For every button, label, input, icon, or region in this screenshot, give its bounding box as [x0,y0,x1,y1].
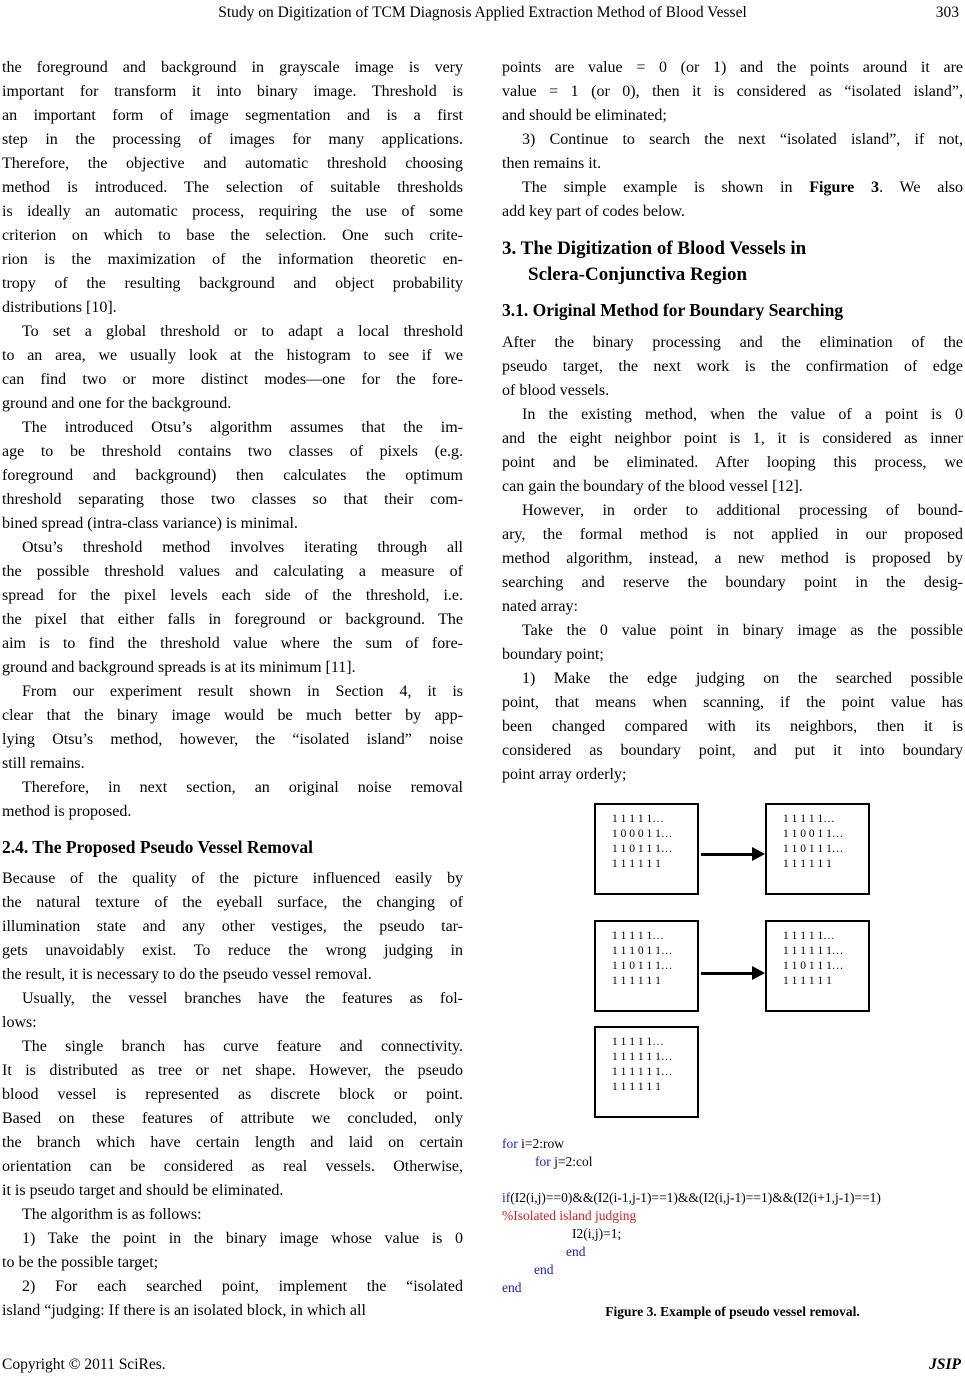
text-line: the foreground and background in grayscale image is very [2,59,463,76]
code-line [502,1189,963,1207]
text-line: been changed compared with its neighbors, then it is [502,718,963,735]
text-line: 3) Continue to search the next “isolated island”, if not, [522,131,963,148]
text-line: blood vessel is represented as discrete block or point. [2,1086,463,1103]
footer-copyright: Copyright © 2011 SciRes. [2,1356,166,1373]
text-line: it is pseudo target and should be eliminated. [2,1182,284,1199]
text-line: From our experiment result shown in Section 4, it is [22,683,463,700]
code-line [502,1171,963,1189]
matrix-row: 1 1 1 1 1 1 [783,858,832,870]
text-line: spread for the pixel levels each side of the threshold, i.e. [2,587,463,604]
paragraph [2,536,463,680]
text-line: ary, the formal method is not applied in our proposed [502,526,963,543]
text-line: clear that the binary image would be much better by app- [2,707,463,724]
text-line: point and be eliminated. After looping this process, we [502,454,963,471]
arrow-head [752,966,765,980]
matrix-values [767,922,868,989]
text-line: The algorithm is as follows: [22,1206,202,1223]
matrix-box [765,920,870,1012]
text-line: the pixel that either falls in foreground or background. The [2,611,463,628]
matrix-row: 1 1 1 1 1… [783,813,835,825]
paragraph [502,331,963,403]
text-line: Therefore, in next section, an original noise removal [22,779,463,796]
text-line: and should be eliminated; [502,107,667,124]
text-line: threshold separating those two classes so that their com- [2,491,463,508]
paragraph [2,416,463,536]
text-line: nated array: [502,598,578,615]
text-line: method is introduced. The selection of suitable thresholds [2,179,463,196]
text-line: to an area, we usually look at the histogram to see if we [2,347,463,364]
heading-line: Sclera-Conjunctiva Region [528,264,748,285]
matrix-row: 1 1 1 1 1… [783,930,835,942]
code-keyword: for [502,1136,518,1151]
text-line: The introduced Otsu’s algorithm assumes that the im- [22,419,463,436]
paragraph [2,776,463,824]
paragraph [502,403,963,499]
code-text: (I2(i,j)==0)&&(I2(i-1,j-1)==1)&&(I2(i,j-1)==1)&&(I2(i+1,j-1)==1) [510,1190,881,1205]
paragraph [2,680,463,776]
text-line: Therefore, the objective and automatic threshold choosing [2,155,463,172]
text-line: points are value = 0 (or 1) and the points around it are [502,59,963,76]
code-keyword: end [566,1244,586,1259]
text-line: the natural texture of the eyeball surface, the changing of [2,894,463,911]
right-arrow-icon [701,847,765,861]
text-line: method is proposed. [2,803,132,820]
matrix-row: 1 0 0 0 1 1… [612,828,673,840]
matrix-values [767,805,868,872]
text-line: can find two or more distinct modes—one for the fore- [2,371,463,388]
text-line: important for transform it into binary image. Threshold is [2,83,463,100]
right-column [502,56,963,1320]
text-line: island “judging: If there is an isolated block, in which all [2,1302,366,1319]
text-line: bined spread (intra-class variance) is minimal. [2,515,298,532]
text-line: the branch which have certain length and laid on certain [2,1134,463,1151]
text-line: In the existing method, when the value of a point is 0 [522,406,963,423]
text-line: value = 1 (or 0), then it is considered as “isolated island”, [502,83,963,100]
text-line: aim is to find the threshold value where the sum of fore- [2,635,463,652]
text-line: lying Otsu’s method, however, the “isolated island” noise [2,731,463,748]
paragraph [2,320,463,416]
matrix-values [596,922,697,989]
paragraph [502,128,963,176]
text-line: orientation can be considered as real vessels. Otherwise, [2,1158,463,1175]
code-line [502,1243,963,1261]
text-line: gets unavoidably exist. To reduce the wrong judging in [2,942,463,959]
text-line: considered as boundary point, and put it into boundary [502,742,963,759]
text-line: tropy of the resulting background and object probability [2,275,463,292]
text-line: method algorithm, instead, a new method is proposed by [502,550,963,567]
text-line: The single branch has curve feature and connectivity. [22,1038,463,1055]
code-line [502,1279,963,1297]
text-line: add key part of codes below. [502,203,685,220]
code-keyword: end [534,1262,554,1277]
paragraph [2,1275,463,1323]
text-line: Take the 0 value point in binary image as the possible [522,622,963,639]
paragraph [502,499,963,619]
text-line: To set a global threshold or to adapt a local threshold [22,323,463,340]
text-line: then remains it. [502,155,602,172]
left-column [2,56,463,1323]
section-heading [2,835,463,860]
code-comment: %Isolated island judging [502,1208,637,1223]
text-line: 1) Make the edge judging on the searched possible [522,670,963,687]
paragraph [2,867,463,987]
arrow-shaft [701,853,753,856]
code-text: j=2:col [550,1154,593,1169]
paragraph [2,56,463,320]
text-line: 1) Take the point in the binary image whose value is 0 [22,1230,463,1247]
text-line: still remains. [2,755,85,772]
text-line: point, that means when scanning, if the point value has [502,694,963,711]
matrix-row: 1 1 1 1 1 1 [783,975,832,987]
text-line: Usually, the vessel branches have the features as fol- [22,990,463,1007]
section-heading [502,236,963,288]
text-line: 2) For each searched point, implement the “isolated [22,1278,463,1295]
text-line: lows: [2,1014,37,1031]
matrix-row: 1 1 1 1 1 1… [783,945,844,957]
text-line: boundary point; [502,646,604,663]
matrix-box [765,803,870,895]
text-line: ground and one for the background. [2,395,232,412]
page-header-title: Study on Digitization of TCM Diagnosis Applied Extraction Method of Blood Vessel [218,4,747,21]
matrix-row: 1 1 0 1 1 1… [783,960,844,972]
arrow-head [752,847,765,861]
paragraph [2,987,463,1035]
text-line: distributions [10]. [2,299,117,316]
text-line: criterion on which to base the selection. One such crite- [2,227,463,244]
text-line: of blood vessels. [502,382,610,399]
matrix-values [596,1028,697,1095]
code-keyword: for [535,1154,551,1169]
code-keyword: if [502,1190,511,1205]
paragraph [2,1035,463,1203]
page-number: 303 [935,4,959,21]
matrix-row: 1 1 1 1 1… [612,1036,664,1048]
text-line: to be the possible target; [2,1254,159,1271]
text-line: searching and reserve the boundary point in the desig- [502,574,963,591]
text-line: pseudo target, the next work is the confirmation of edge [502,358,963,375]
text-line: rion is the maximization of the information theoretic en- [2,251,463,268]
bold-text: Figure 3 [809,179,880,196]
text-line [502,176,963,200]
right-arrow-icon [701,966,765,980]
text-line: and the eight neighbor point is 1, it is considered as inner [502,430,963,447]
paragraph [502,667,963,787]
matrix-row: 1 1 1 1 1 1 [612,1081,661,1093]
matrix-row: 1 1 0 1 1 1… [612,843,673,855]
section-heading [502,298,963,323]
arrow-shaft [701,972,753,975]
code-keyword: end [502,1280,522,1295]
matrix-row: 1 1 0 0 1 1… [783,828,844,840]
heading-line: 3. The Digitization of Blood Vessels in [502,238,807,259]
text-line: It is distributed as tree or net shape. However, the pseudo [2,1062,463,1079]
matrix-row: 1 1 0 1 1 1… [783,843,844,855]
text-segment: The simple example is shown in [522,179,810,196]
code-line [502,1153,963,1171]
paragraph [502,176,963,224]
matrix-row: 1 1 1 1 1 1 [612,975,661,987]
text-line: an important form of image segmentation and is a first [2,107,463,124]
matrix-row: 1 1 1 1 1… [612,930,664,942]
text-line: age to be threshold contains two classes of pixels (e.g. [2,443,463,460]
text-line: After the binary processing and the elimination of the [502,334,963,351]
paragraph [2,1227,463,1275]
paragraph [2,1203,463,1227]
matrix-box [594,803,699,895]
text-line: However, in order to additional processing of bound- [522,502,963,519]
text-line: Otsu’s threshold method involves iterating through all [22,539,463,556]
paragraph [502,619,963,667]
code-text: I2(i,j)=1; [572,1226,622,1241]
code-line [502,1225,963,1243]
text-line: illumination state and any other vestiges, the pseudo tar- [2,918,463,935]
text-line: the possible threshold values and calculating a measure of [2,563,463,580]
matrix-row: 1 1 1 1 1 1… [612,1066,673,1078]
text-line: Based on these features of attribute we concluded, only [2,1110,463,1127]
code-line [502,1135,963,1153]
text-line: the result, it is necessary to do the pseudo vessel removal. [2,966,372,983]
matrix-row: 1 1 0 1 1 1… [612,960,673,972]
code-line [502,1261,963,1279]
matrix-row: 1 1 1 1 1 1 [612,858,661,870]
text-line: foreground and background) then calculates the optimum [2,467,463,484]
text-line: step in the processing of images for many applications. [2,131,463,148]
heading-line: 3.1. Original Method for Boundary Searching [502,300,844,320]
footer-journal-abbrev: JSIP [929,1356,961,1373]
figure-caption: Figure 3. Example of pseudo vessel removal. [605,1304,860,1319]
matrix-row: 1 1 1 1 1 1… [612,1051,673,1063]
text-line: ground and background spreads is at its minimum [11]. [2,659,356,676]
paragraph [502,56,963,128]
text-segment: . We also [879,179,964,196]
text-line: can gain the boundary of the blood vessel [12]. [502,478,803,495]
matrix-box [594,1026,699,1118]
matrix-row: 1 1 1 0 1 1… [612,945,673,957]
matrix-row: 1 1 1 1 1… [612,813,664,825]
matrix-box [594,920,699,1012]
heading-line: 2.4. The Proposed Pseudo Vessel Removal [2,837,313,857]
code-line [502,1207,963,1225]
text-line: Because of the quality of the picture influenced easily by [2,870,463,887]
text-line: point array orderly; [502,766,627,783]
code-text: i=2:row [517,1136,564,1151]
figure-3-diagram [502,803,963,1119]
matrix-values [596,805,697,872]
matlab-code-block [502,1135,963,1297]
text-line: is ideally an automatic process, requiring the use of some [2,203,463,220]
